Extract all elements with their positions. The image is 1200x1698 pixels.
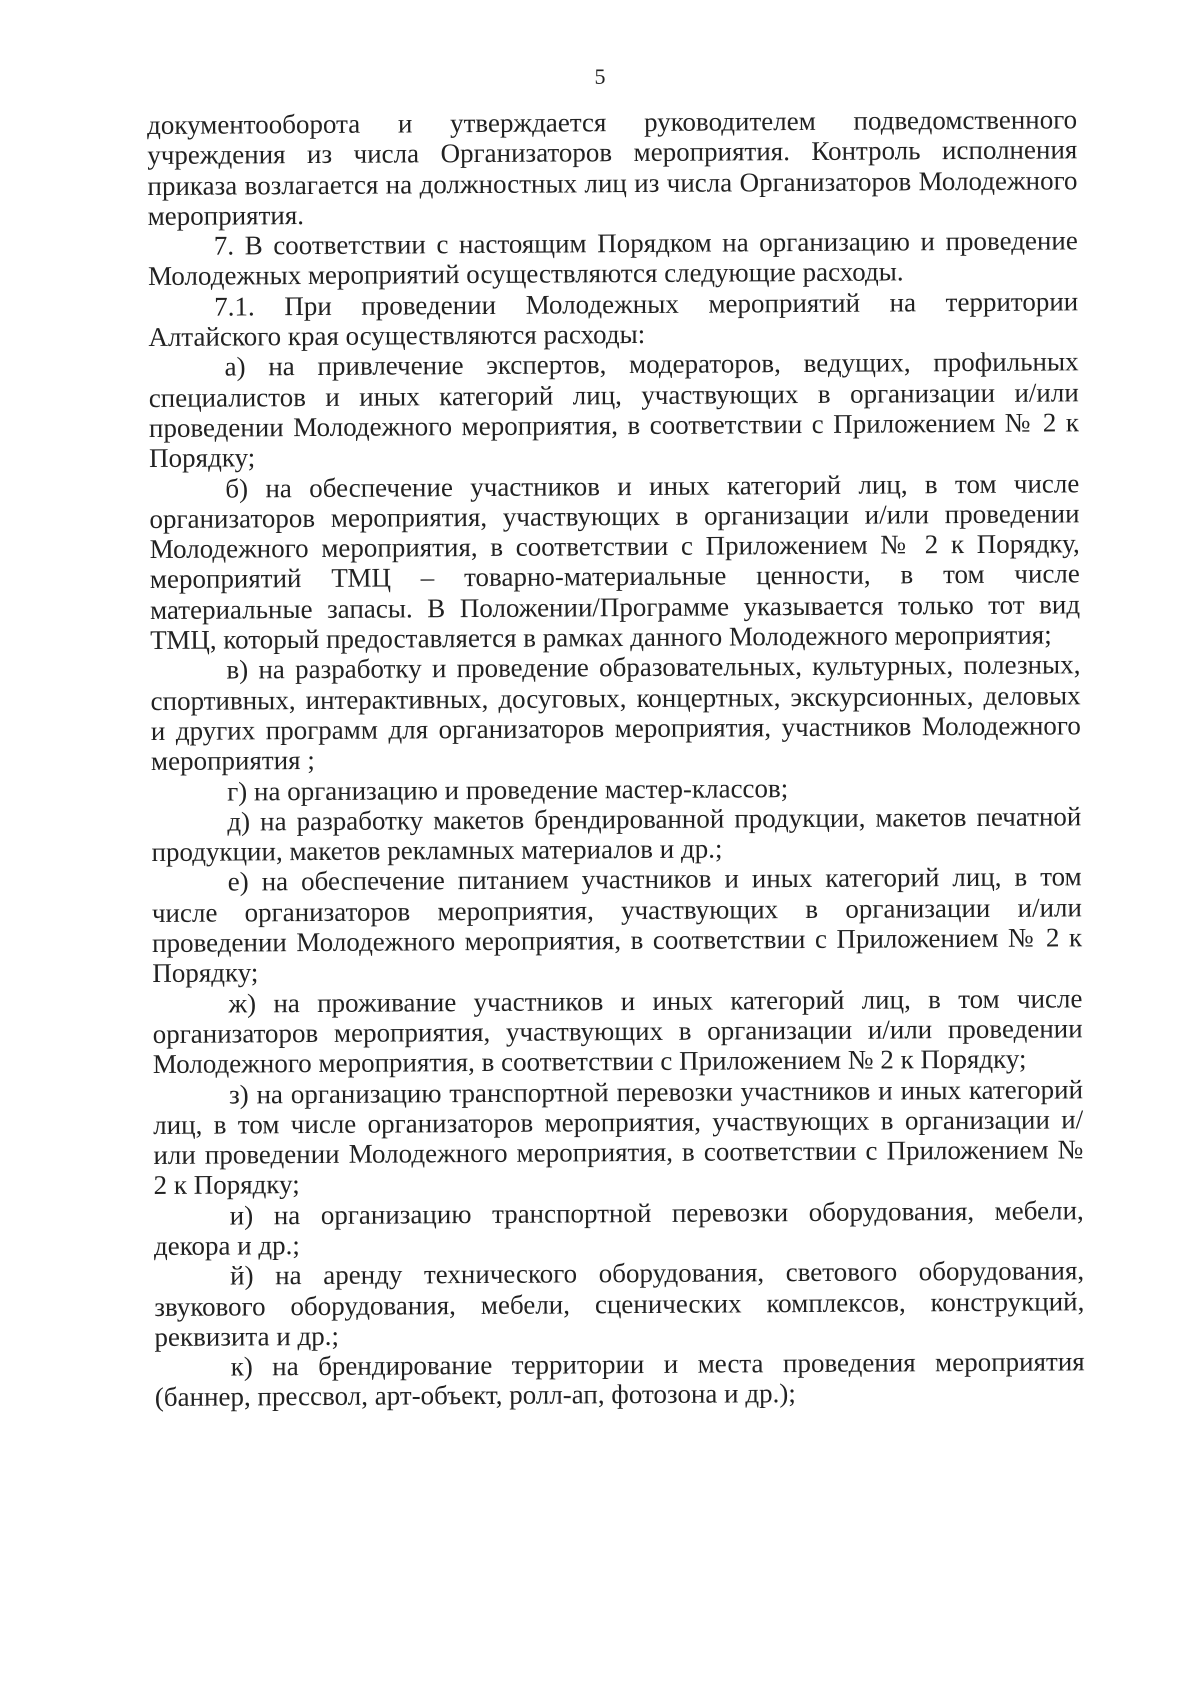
list-item-i-kratkoe: й) на аренду технического оборудования, светового оборудования, звукового оборудования, мебели, сценических комплексов, конструкций, реквизита и др.;: [154, 1255, 1085, 1352]
list-item-v: в) на разработку и проведение образовательных, культурных, полезных, спортивных, интерактивных, досуговых, концертных, экскурсионных, деловых и других программ для организаторов мероприятия, участников Молодежного мероприятия ;: [150, 649, 1081, 777]
list-item-zh: ж) на проживание участников и иных категорий лиц, в том числе организаторов мероприятия, участвующих в организации и/или проведении Молодежного мероприятия, в соответствии с Приложением № 2 к Порядку;: [152, 982, 1083, 1080]
list-item-g: г) на организацию и проведение мастер-классов;: [227, 772, 789, 807]
list-item-e: е) на обеспечение питанием участников и иных категорий лиц, в том числе организаторов мероприятия, участвующих в организации и/или проведении Молодежного мероприятия, в соответствии с Приложением № 2 к Порядку;: [151, 861, 1083, 989]
page-number: 5: [594, 64, 606, 89]
list-item-d: д) на разработку макетов брендированной продукции, макетов печатной продукции, макетов рекламных материалов и др.;: [151, 801, 1082, 868]
list-item-k: к) на брендирование территории и места проведения мероприятия (баннер, прессвол, арт-объект, ролл-ап, фотозона и др.);: [154, 1346, 1085, 1413]
paragraph-item-7-1: 7.1. При проведении Молодежных мероприятий на территории Алтайского края осуществляются расходы:: [148, 286, 1079, 353]
paragraph-item-7: 7. В соответствии с настоящим Порядком на организацию и проведение Молодежных мероприятий осуществляются следующие расходы.: [147, 225, 1078, 292]
list-item-b: б) на обеспечение участников и иных категорий лиц, в том числе организаторов мероприятия, участвующих в организации и/или проведении Молодежного мероприятия, в соответствии с Приложением № 2 к Порядку, мероприятий ТМЦ – товарно-материальные ценности, в том числе материальные запасы. В Положении/Программе указывается только тот вид ТМЦ, который предоставляется в рамках данного Молодежного мероприятия;: [149, 467, 1081, 656]
paragraph-continuation: документооборота и утверждается руководителем подведомственного учреждения из числа Организаторов мероприятия. Контроль исполнения приказа возлагается на должностных лиц из числа Организаторов Молодежного мероприятия.: [147, 104, 1078, 231]
list-item-a: а) на привлечение экспертов, модераторов, ведущих, профильных специалистов и иных категорий лиц, участвующих в организации и/или проведении Молодежного мероприятия, в соответствии с Приложением № 2 к Порядку;: [148, 346, 1080, 474]
document-body: [147, 104, 1085, 1412]
list-item-i: и) на организацию транспортной перевозки оборудования, мебели, декора и др.;: [153, 1194, 1084, 1261]
list-item-z: з) на организацию транспортной перевозки участников и иных категорий лиц, в том числе организаторов мероприятия, участвующих в организации и/или проведении Молодежного мероприятия, в соответствии с Приложением № 2 к Порядку;: [153, 1073, 1084, 1201]
